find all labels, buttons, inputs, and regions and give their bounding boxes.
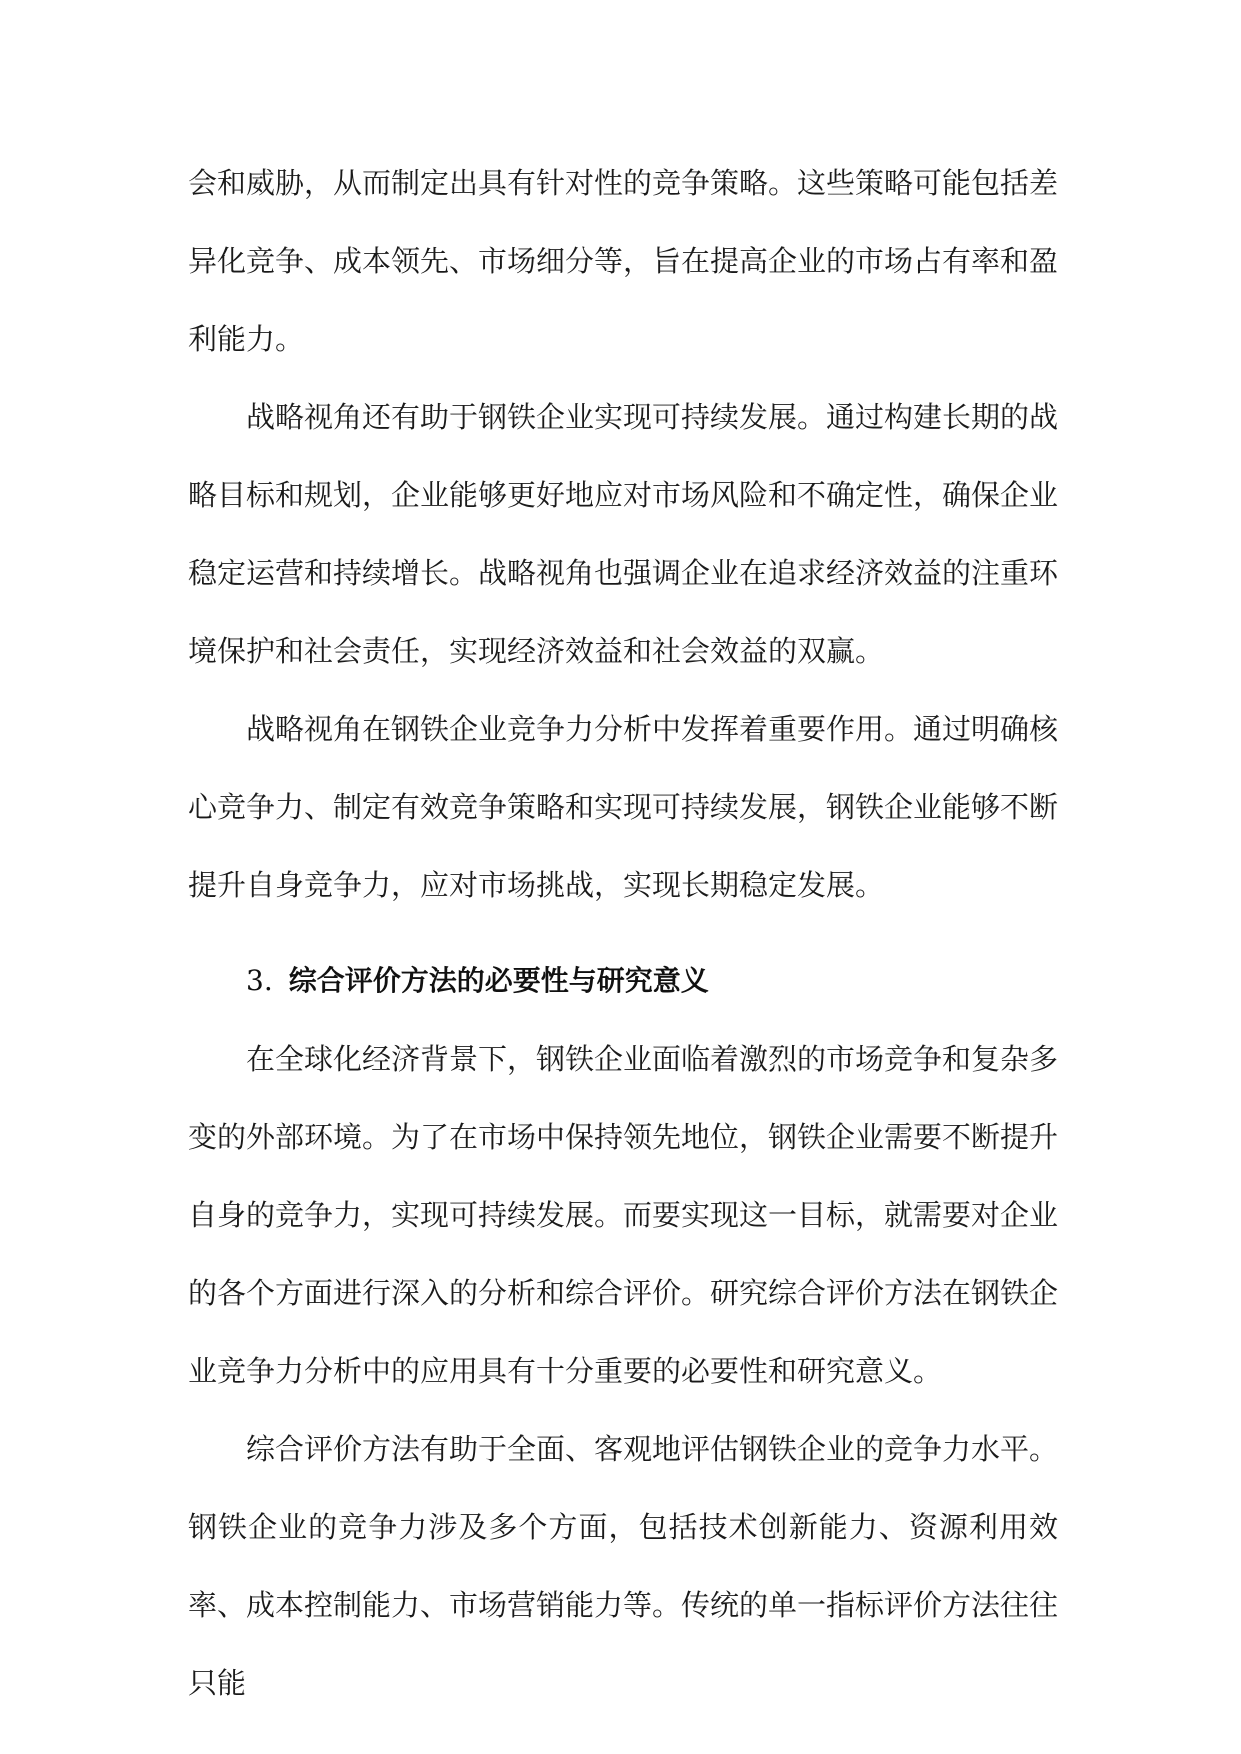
section-number: 3. (246, 964, 273, 997)
document-body (188, 144, 1058, 1722)
paragraph: 战略视角在钢铁企业竞争力分析中发挥着重要作用。通过明确核心竞争力、制定有效竞争策略和实现可持续发展，钢铁企业能够不断提升自身竞争力，应对市场挑战，实现长期稳定发展。 (188, 712, 1059, 902)
paragraph: 综合评价方法有助于全面、客观地评估钢铁企业的竞争力水平。钢铁企业的竞争力涉及多个方面，包括技术创新能力、资源利用效率、成本控制能力、市场营销能力等。传统的单一指标评价方法往往只能 (188, 1432, 1059, 1700)
section-heading (188, 942, 1058, 1020)
paragraph: 在全球化经济背景下，钢铁企业面临着激烈的市场竞争和复杂多变的外部环境。为了在市场中保持领先地位，钢铁企业需要不断提升自身的竞争力，实现可持续发展。而要实现这一目标，就需要对企业的各个方面进行深入的分析和综合评价。研究综合评价方法在钢铁企业竞争力分析中的应用具有十分重要的必要性和研究意义。 (188, 1042, 1059, 1388)
paragraph: 战略视角还有助于钢铁企业实现可持续发展。通过构建长期的战略目标和规划，企业能够更好地应对市场风险和不确定性，确保企业稳定运营和持续增长。战略视角也强调企业在追求经济效益的注重环境保护和社会责任，实现经济效益和社会效益的双赢。 (188, 400, 1059, 668)
section-title: 综合评价方法的必要性与研究意义 (288, 964, 709, 997)
paragraph-continued: 会和威胁，从而制定出具有针对性的竞争策略。这些策略可能包括差异化竞争、成本领先、市场细分等，旨在提高企业的市场占有率和盈利能力。 (188, 166, 1059, 356)
